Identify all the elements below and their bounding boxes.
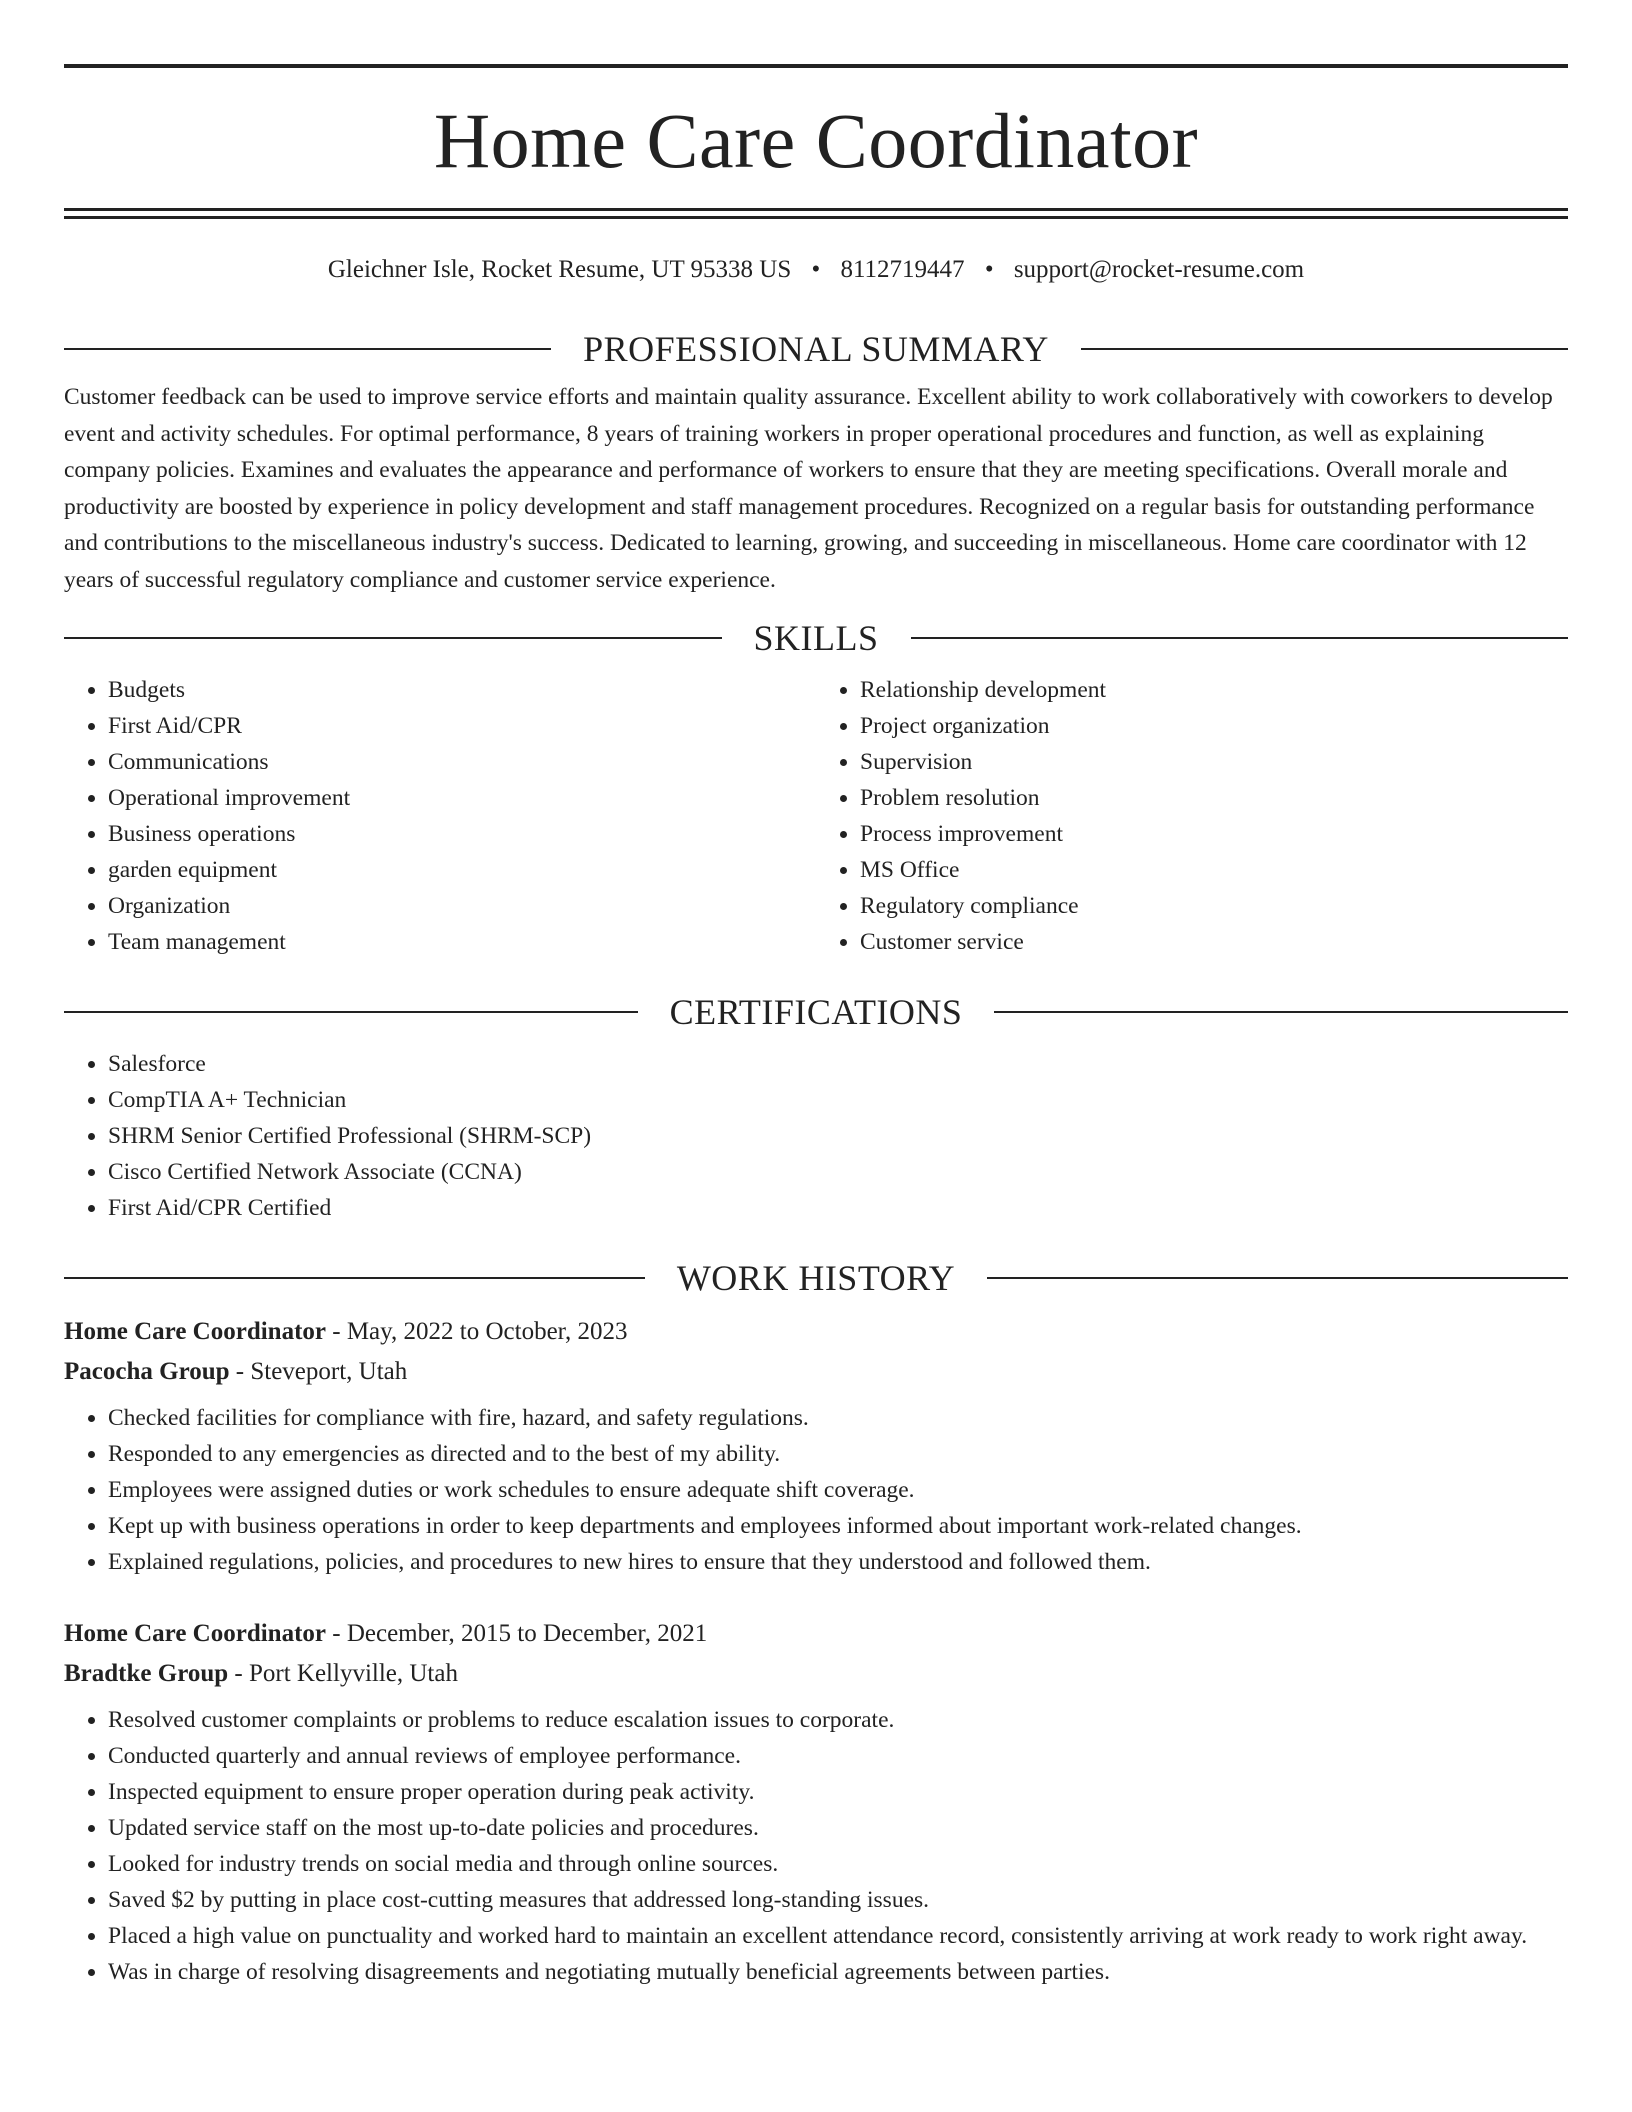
contact-line bbox=[64, 255, 1568, 285]
job-location: - Port Kellyville, Utah bbox=[228, 1660, 458, 1687]
job-bullet: • Looked for industry trends on social media and through online sources. bbox=[108, 1846, 1568, 1882]
job-bullets bbox=[64, 1400, 1568, 1580]
section-title: PROFESSIONAL SUMMARY bbox=[583, 329, 1049, 369]
address: Gleichner Isle, Rocket Resume, UT 95338 US bbox=[327, 256, 792, 283]
job-bullet: • Was in charge of resolving disagreements and negotiating mutually beneficial agreements between parties. bbox=[108, 1954, 1568, 1990]
job-bullet: • Checked facilities for compliance with fire, hazard, and safety regulations. bbox=[108, 1400, 1568, 1436]
divider bbox=[64, 1277, 645, 1279]
job-bullet: • Placed a high value on punctuality and worked hard to maintain an excellent attendance record, consistently arriving at work ready to work right away. bbox=[108, 1918, 1568, 1954]
phone: 8112719447 bbox=[840, 256, 965, 283]
section-heading-summary bbox=[64, 329, 1568, 369]
certification-item: • CompTIA A+ Technician bbox=[108, 1082, 1568, 1118]
summary-text: Customer feedback can be used to improve service efforts and maintain quality assurance. Excellent ability to work collaboratively with coworkers to develop event and activity schedules. For optimal performance, 8 years of training workers in proper operational procedures and function, as well as explaining company policies. Examines and evaluates the appearance and performance of workers to ensure that they are meeting specifications. Overall morale and productivity are boosted by experience in policy development and staff management procedures. Recognized on a regular basis for outstanding performance and contributions to the miscellaneous industry's success. Dedicated to learning, growing, and succeeding in miscellaneous. Home care coordinator with 12 years of successful regulatory compliance and customer service experience. bbox=[64, 384, 1553, 593]
certification-item: • First Aid/CPR Certified bbox=[108, 1190, 1568, 1226]
job-company-line bbox=[64, 1654, 1568, 1694]
divider bbox=[64, 637, 722, 639]
skill-item: • Organization bbox=[108, 888, 816, 924]
skills-left-list bbox=[64, 672, 816, 960]
skill-item: • Operational improvement bbox=[108, 780, 816, 816]
job-title: Home Care Coordinator bbox=[64, 1620, 326, 1647]
job-bullet: • Responded to any emergencies as directed and to the best of my ability. bbox=[108, 1436, 1568, 1472]
skill-item: • Supervision bbox=[860, 744, 1568, 780]
skill-item: • Business operations bbox=[108, 816, 816, 852]
skill-item: • Regulatory compliance bbox=[860, 888, 1568, 924]
skill-item: • MS Office bbox=[860, 852, 1568, 888]
divider bbox=[987, 1277, 1568, 1279]
skills-list bbox=[64, 672, 1568, 960]
section-title: CERTIFICATIONS bbox=[669, 992, 963, 1032]
skill-item: • Team management bbox=[108, 924, 816, 960]
divider bbox=[911, 637, 1569, 639]
skill-item: • Problem resolution bbox=[860, 780, 1568, 816]
separator: • bbox=[811, 256, 821, 283]
job-title-line bbox=[64, 1312, 1568, 1352]
certification-item: • Salesforce bbox=[108, 1046, 1568, 1082]
separator: • bbox=[984, 256, 994, 283]
job-company: Pacocha Group bbox=[64, 1358, 230, 1385]
job-bullet: • Updated service staff on the most up-to-date policies and procedures. bbox=[108, 1810, 1568, 1846]
job-bullet: • Kept up with business operations in order to keep departments and employees informed about important work-related changes. bbox=[108, 1508, 1568, 1544]
section-heading-certifications bbox=[64, 992, 1568, 1032]
job-bullet: • Employees were assigned duties or work schedules to ensure adequate shift coverage. bbox=[108, 1472, 1568, 1508]
section-heading-skills bbox=[64, 618, 1568, 658]
email: support@rocket-resume.com bbox=[1013, 256, 1305, 283]
job-location: - Steveport, Utah bbox=[229, 1358, 408, 1385]
skills-column-left bbox=[64, 672, 816, 960]
work-history-list bbox=[64, 1312, 1568, 1990]
skill-item: • Customer service bbox=[860, 924, 1568, 960]
skill-item: • garden equipment bbox=[108, 852, 816, 888]
divider bbox=[994, 1011, 1568, 1013]
top-rule bbox=[64, 64, 1568, 68]
skills-column-right bbox=[816, 672, 1568, 960]
job-bullet: • Inspected equipment to ensure proper operation during peak activity. bbox=[108, 1774, 1568, 1810]
skill-item: • Process improvement bbox=[860, 816, 1568, 852]
certifications-list bbox=[64, 1046, 1568, 1226]
job-entry bbox=[64, 1312, 1568, 1580]
divider bbox=[1081, 348, 1568, 350]
section-title: SKILLS bbox=[753, 618, 879, 658]
job-dates: - December, 2015 to December, 2021 bbox=[326, 1620, 708, 1647]
divider bbox=[64, 1011, 638, 1013]
job-bullet: • Conducted quarterly and annual reviews of employee performance. bbox=[108, 1738, 1568, 1774]
double-rule bbox=[64, 208, 1568, 219]
candidate-name: Home Care Coordinator bbox=[433, 97, 1199, 184]
section-title: WORK HISTORY bbox=[676, 1258, 956, 1298]
job-title-line bbox=[64, 1614, 1568, 1654]
certification-item: • SHRM Senior Certified Professional (SHRM-SCP) bbox=[108, 1118, 1568, 1154]
job-company: Bradtke Group bbox=[64, 1660, 229, 1687]
job-bullet: • Saved $2 by putting in place cost-cutting measures that addressed long-standing issues. bbox=[108, 1882, 1568, 1918]
job-bullets bbox=[64, 1702, 1568, 1990]
skill-item: • Project organization bbox=[860, 708, 1568, 744]
section-heading-work-history bbox=[64, 1258, 1568, 1298]
skills-right-list bbox=[816, 672, 1568, 960]
divider bbox=[64, 348, 551, 350]
job-company-line bbox=[64, 1352, 1568, 1392]
job-bullet: • Resolved customer complaints or problems to reduce escalation issues to corporate. bbox=[108, 1702, 1568, 1738]
skill-item: • Communications bbox=[108, 744, 816, 780]
job-bullet: • Explained regulations, policies, and procedures to new hires to ensure that they understood and followed them. bbox=[108, 1544, 1568, 1580]
certification-item: • Cisco Certified Network Associate (CCNA) bbox=[108, 1154, 1568, 1190]
job-entry bbox=[64, 1614, 1568, 1990]
skill-item: • Budgets bbox=[108, 672, 816, 708]
skill-item: • First Aid/CPR bbox=[108, 708, 816, 744]
job-dates: - May, 2022 to October, 2023 bbox=[326, 1318, 628, 1345]
job-title: Home Care Coordinator bbox=[64, 1318, 326, 1345]
skill-item: • Relationship development bbox=[860, 672, 1568, 708]
